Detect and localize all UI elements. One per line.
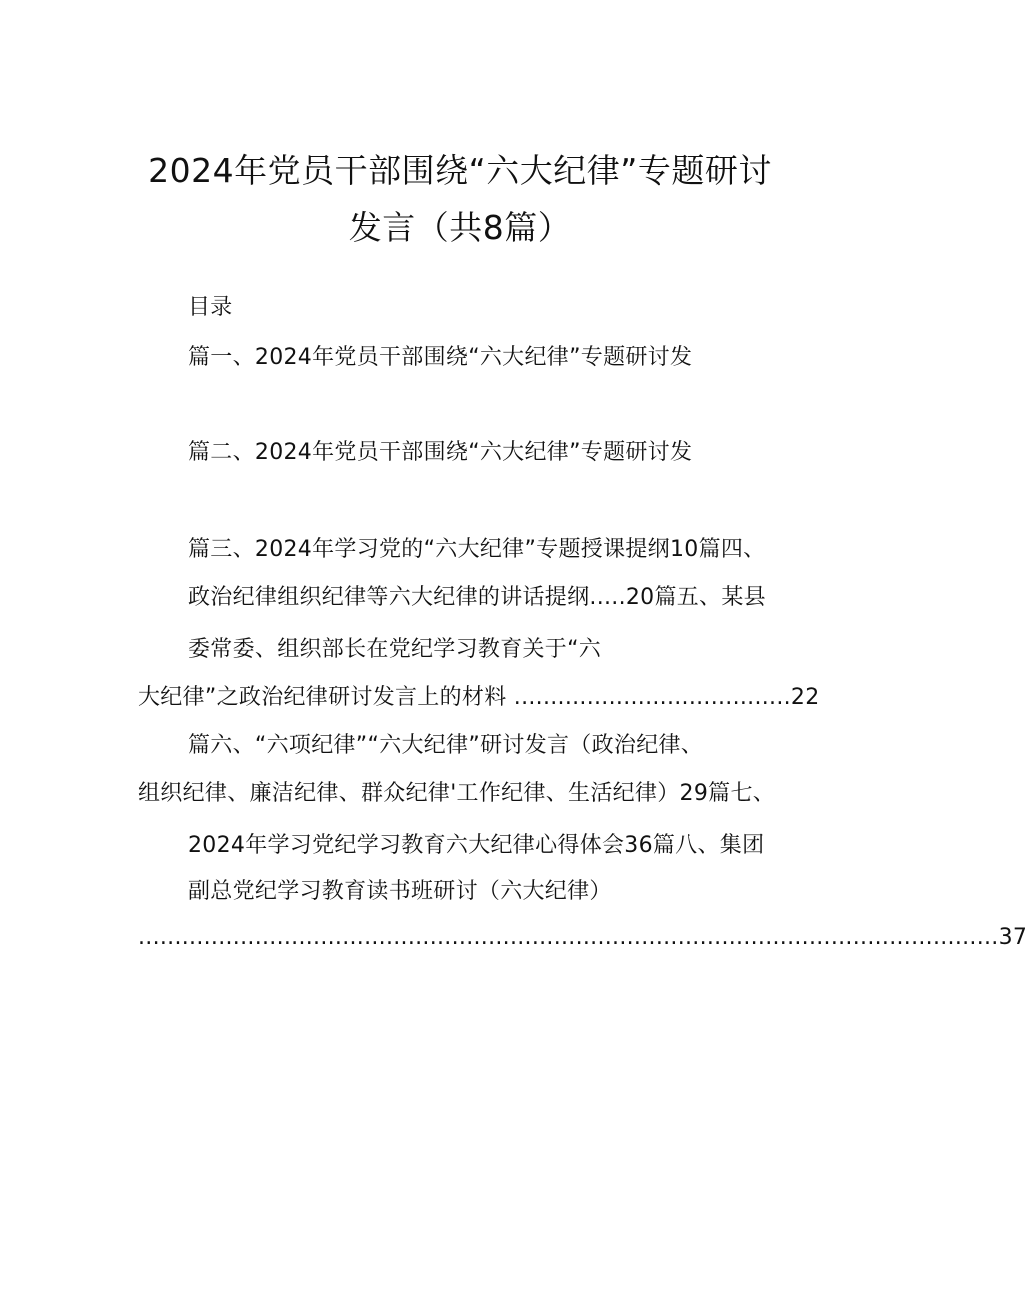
toc-line: 篇三、2024年学习党的“六大纪律”专题授课提纲10篇四、 — [188, 537, 766, 562]
toc-line: 委常委、组织部长在党纪学习教育关于“六 — [188, 637, 602, 662]
toc-line: 政治纪律组织纪律等六大纪律的讲话提纲.....20篇五、某县 — [188, 585, 766, 610]
toc-line: 组织纪律、廉洁纪律、群众纪律'工作纪律、生活纪律）29篇七、 — [138, 781, 776, 806]
toc-line: ......................................................................................................................37 — [138, 925, 1027, 950]
toc-line: 篇二、2024年党员干部围绕“六大纪律”专题研讨发 — [188, 440, 693, 465]
toc-line: 副总党纪学习教育读书班研讨（六大纪律） — [188, 879, 612, 904]
toc-heading: 目录 — [188, 295, 233, 320]
document-title-line-2: 发言（共8篇） — [348, 208, 572, 247]
document-title-line-1: 2024年党员干部围绕“六大纪律”专题研讨 — [148, 151, 772, 190]
toc-line: 篇六、“六项纪律”“六大纪律”研讨发言（政治纪律、 — [188, 733, 704, 758]
toc-line: 2024年学习党纪学习教育六大纪律心得体会36篇八、集团 — [188, 833, 765, 858]
toc-line: 篇一、2024年党员干部围绕“六大纪律”专题研讨发 — [188, 345, 693, 370]
toc-line: 大纪律”之政治纪律研讨发言上的材料 ......................................22 — [138, 685, 820, 710]
